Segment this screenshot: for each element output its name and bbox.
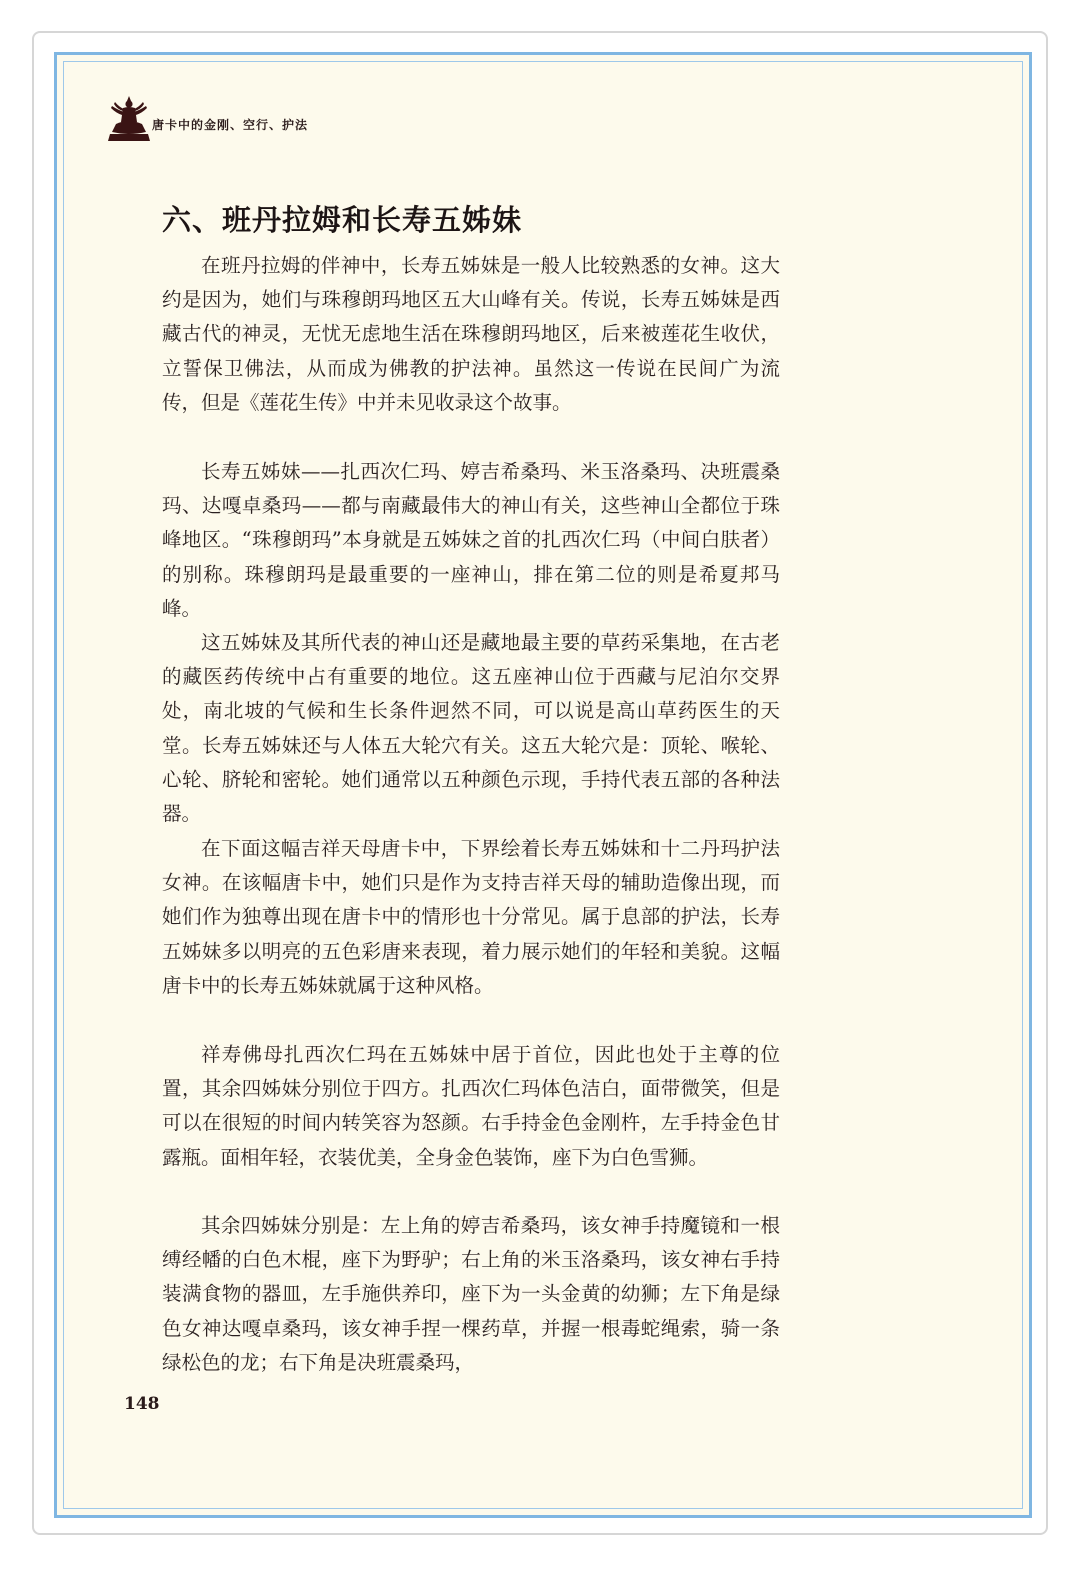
running-title: 唐卡中的金刚、空行、护法	[152, 118, 309, 132]
paragraph-4: 在下面这幅吉祥天母唐卡中，下界绘着长寿五姊妹和十二丹玛护法女神。在该幅唐卡中，她们只是作为支持吉祥天母的辅助造像出现，而她们作为独尊出现在唐卡中的情形也十分常见。属于息部的护法，长寿五姊妹多以明亮的五色彩唐来表现，着力展示她们的年轻和美貌。这幅唐卡中的长寿五姊妹就属于这种风格。	[162, 837, 780, 997]
page-number: 148	[124, 1394, 160, 1414]
paragraph-3: 这五姊妹及其所代表的神山还是藏地最主要的草药采集地，在古老的藏医药传统中占有重要的地位。这五座神山位于西藏与尼泊尔交界处，南北坡的气候和生长条件迥然不同，可以说是高山草药医生的天堂。长寿五姊妹还与人体五大轮穴有关。这五大轮穴是：顶轮、喉轮、心轮、脐轮和密轮。她们通常以五种颜色示现，手持代表五部的各种法器。	[162, 631, 780, 826]
paragraph-6: 其余四姊妹分别是：左上角的婷吉希桑玛，该女神手持魔镜和一根缚经幡的白色木棍，座下为野驴；右上角的米玉洛桑玛，该女神右手持装满食物的器皿，左手施供养印，座下为一头金黄的幼狮；左下角是绿色女神达嘎卓桑玛，该女神手捏一棵药草，并握一根毒蛇绳索，骑一条绿松色的龙；右下角是决班震桑玛，	[162, 1214, 780, 1374]
paragraph-2: 长寿五姊妹——扎西次仁玛、婷吉希桑玛、米玉洛桑玛、决班震桑玛、达嘎卓桑玛——都与南藏最伟大的神山有关，这些神山全都位于珠峰地区。“珠穆朗玛”本身就是五姊妹之首的扎西次仁玛（中间白肤者）的别称。珠穆朗玛是最重要的一座神山，排在第二位的则是希夏邦马峰。	[162, 460, 780, 620]
paragraph-5: 祥寿佛母扎西次仁玛在五姊妹中居于首位，因此也处于主尊的位置，其余四姊妹分别位于四方。扎西次仁玛体色洁白，面带微笑，但是可以在很短的时间内转笑容为怒颜。右手持金色金刚杵，左手持金色甘露瓶。面相年轻，衣装优美，全身金色装饰，座下为白色雪狮。	[162, 1043, 780, 1169]
deity-silhouette-icon	[108, 94, 150, 144]
section-title: 六、班丹拉姆和长寿五姊妹	[162, 203, 523, 237]
paragraph-1: 在班丹拉姆的伴神中，长寿五姊妹是一般人比较熟悉的女神。这大约是因为，她们与珠穆朗玛地区五大山峰有关。传说，长寿五姊妹是西藏古代的神灵，无忧无虑地生活在珠穆朗玛地区，后来被莲花生收伏，立誓保卫佛法，从而成为佛教的护法神。虽然这一传说在民间广为流传，但是《莲花生传》中并未见收录这个故事。	[162, 254, 780, 414]
